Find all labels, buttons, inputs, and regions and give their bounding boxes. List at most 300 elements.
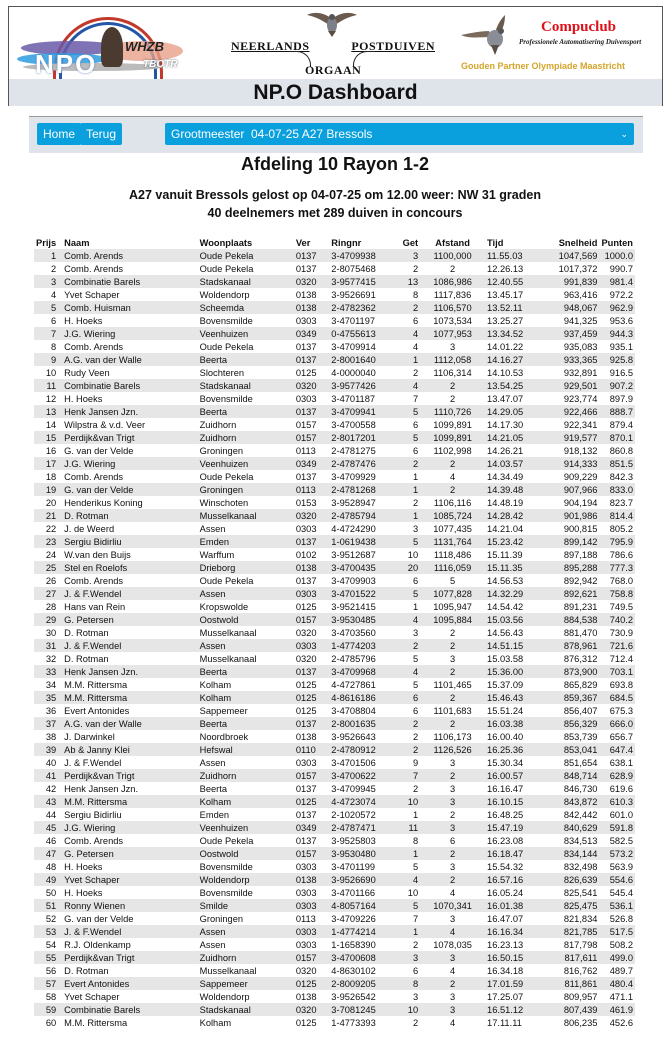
cell-ringnr: 3-4701166 — [331, 887, 376, 898]
cell-naam: Combinatie Barels — [64, 1004, 141, 1015]
cell-tijd: 14.29.05 — [487, 406, 524, 417]
cell-punten: 684.5 — [609, 692, 633, 703]
cell-ver: 0137 — [295, 666, 317, 677]
cell-naam: Comb. Arends — [64, 835, 124, 846]
cell-woonplaats: Oostwold — [199, 848, 239, 859]
cell-tijd: 13.52.11 — [487, 302, 523, 313]
cell-punten: 916.5 — [609, 367, 633, 378]
cell-woonplaats: Musselkanaal — [199, 965, 257, 976]
table-row — [34, 873, 635, 886]
compuclub-partner-text: Gouden Partner Olympiade Maastricht — [461, 61, 626, 71]
home-button[interactable]: Home — [37, 123, 81, 145]
table-header-row — [34, 236, 635, 249]
table-row — [34, 600, 635, 613]
cell-snelheid: 851,654 — [563, 757, 598, 768]
cell-woonplaats: Bovensmilde — [199, 887, 253, 898]
cell-naam: M.M. Rittersma — [64, 1017, 128, 1028]
cell-snelheid: 899,142 — [563, 536, 598, 547]
cell-tijd: 13.54.25 — [487, 380, 524, 391]
cell-punten: 536.1 — [609, 900, 633, 911]
cell-punten: 795.9 — [609, 536, 633, 547]
cell-tijd: 14.34.49 — [487, 471, 524, 482]
cell-ringnr: 3-9530485 — [331, 614, 376, 625]
cell-afstand: 1106,173 — [433, 731, 472, 742]
cell-punten: 582.5 — [609, 835, 633, 846]
cell-afstand: 5 — [450, 575, 456, 586]
cell-snelheid: 825,541 — [563, 887, 598, 898]
cell-ver: 0125 — [295, 978, 317, 989]
cell-woonplaats: Oude Pekela — [199, 263, 254, 274]
cell-ringnr: 4-4724290 — [331, 523, 376, 534]
cell-woonplaats: Sappemeer — [199, 978, 248, 989]
cell-ver: 0137 — [295, 406, 317, 417]
column-header-get: Get — [402, 237, 419, 248]
cell-woonplaats: Stadskanaal — [199, 1004, 251, 1015]
cell-snelheid: 895,288 — [563, 562, 598, 573]
cell-afstand: 1117,836 — [433, 289, 472, 300]
pigeon-icon — [307, 11, 357, 37]
table-row — [34, 704, 635, 717]
cell-tijd: 16.23.08 — [487, 835, 524, 846]
cell-naam: G. van der Velde — [64, 445, 134, 456]
whzb-logo-text: WHZB — [125, 39, 164, 54]
cell-punten: 628.9 — [609, 770, 633, 781]
cell-punten: 935.1 — [609, 341, 633, 352]
cell-snelheid: 811,861 — [564, 978, 598, 989]
cell-ver: 0320 — [295, 653, 317, 664]
cell-ver: 0320 — [295, 510, 317, 521]
cell-tijd: 16.16.47 — [487, 783, 524, 794]
cell-ringnr: 3-4709938 — [331, 250, 376, 261]
cell-get: 1 — [412, 601, 419, 612]
cell-afstand: 1070,341 — [433, 900, 472, 911]
cell-snelheid: 832,498 — [563, 861, 598, 872]
table-row — [34, 847, 635, 860]
cell-ver: 0113 — [295, 445, 316, 456]
cell-prijs: 29 — [45, 614, 57, 625]
cell-punten: 656.7 — [609, 731, 633, 742]
cell-punten: 749.5 — [609, 601, 633, 612]
table-row — [34, 730, 635, 743]
cell-tijd: 16.23.13 — [487, 939, 524, 950]
compuclub-tagline: Professionele Automatisering Duivensport — [519, 38, 642, 46]
cell-snelheid: 821,834 — [563, 913, 598, 924]
table-row — [34, 457, 635, 470]
cell-tijd: 14.51.15 — [487, 640, 524, 651]
cell-naam: J. & F.Wendel — [64, 640, 122, 651]
table-row — [34, 353, 635, 366]
cell-snelheid: 859,367 — [563, 692, 598, 703]
cell-prijs: 45 — [45, 822, 57, 833]
cell-prijs: 44 — [45, 809, 57, 820]
cell-ver: 0137 — [295, 718, 317, 729]
cell-naam: Henk Jansen Jzn. — [64, 783, 139, 794]
cell-woonplaats: Zuidhorn — [199, 770, 237, 781]
cell-punten: 619.6 — [609, 783, 633, 794]
cell-ringnr: 1-4774214 — [331, 926, 376, 937]
cell-get: 10 — [407, 549, 419, 560]
cell-snelheid: 809,957 — [563, 991, 598, 1002]
cell-afstand: 4 — [450, 926, 456, 937]
cell-afstand: 1095,947 — [433, 601, 472, 612]
cell-tijd: 14.32.29 — [487, 588, 524, 599]
cell-woonplaats: Winschoten — [199, 497, 249, 508]
table-row — [34, 301, 635, 314]
cell-woonplaats: Stadskanaal — [199, 380, 251, 391]
cell-woonplaats: Stadskanaal — [199, 276, 251, 287]
table-row — [34, 262, 635, 275]
table-row — [34, 860, 635, 873]
cell-prijs: 60 — [45, 1017, 57, 1028]
cell-snelheid: 892,621 — [563, 588, 598, 599]
cell-tijd: 15.30.34 — [487, 757, 524, 768]
cell-snelheid: 914,333 — [563, 458, 598, 469]
cell-prijs: 2 — [50, 263, 57, 274]
cell-ver: 0137 — [295, 471, 317, 482]
cell-tijd: 16.10.15 — [487, 796, 524, 807]
cell-punten: 758.8 — [609, 588, 633, 599]
cell-afstand: 1106,116 — [433, 497, 472, 508]
cell-woonplaats: Scheemda — [199, 302, 245, 313]
cell-prijs: 12 — [45, 393, 57, 404]
cell-ringnr: 3-9512687 — [331, 549, 376, 560]
cell-woonplaats: Kropswolde — [199, 601, 249, 612]
cell-prijs: 55 — [45, 952, 57, 963]
cell-snelheid: 816,762 — [563, 965, 598, 976]
cell-tijd: 16.01.38 — [487, 900, 524, 911]
cell-ringnr: 3-4703560 — [331, 627, 376, 638]
cell-ver: 0320 — [295, 965, 317, 976]
cell-afstand: 3 — [450, 341, 456, 352]
cell-prijs: 9 — [50, 354, 57, 365]
cell-ringnr: 2-4782362 — [331, 302, 376, 313]
cell-afstand: 1077,953 — [433, 328, 472, 339]
cell-get: 4 — [412, 666, 419, 677]
cell-snelheid: 918,132 — [563, 445, 598, 456]
cell-ringnr: 3-4700622 — [331, 770, 376, 781]
cell-afstand: 1095,884 — [433, 614, 472, 625]
cell-afstand: 2 — [450, 978, 456, 989]
cell-get: 8 — [412, 978, 419, 989]
cell-woonplaats: Groningen — [199, 484, 244, 495]
cell-ringnr: 3-9577426 — [331, 380, 376, 391]
back-button[interactable]: Terug — [80, 123, 122, 145]
cell-ver: 0125 — [295, 796, 317, 807]
cell-get: 2 — [412, 640, 419, 651]
cell-punten: 907.2 — [609, 380, 633, 391]
cell-prijs: 54 — [45, 939, 57, 950]
column-header-woonplaats: Woonplaats — [199, 237, 253, 248]
cell-naam: Perdijk&van Trigt — [64, 952, 135, 963]
cell-tijd: 17.01.59 — [487, 978, 524, 989]
cell-tijd: 16.34.18 — [487, 965, 524, 976]
cell-get: 2 — [412, 458, 419, 469]
cell-naam: Evert Antonides — [64, 705, 130, 716]
cell-prijs: 43 — [45, 796, 57, 807]
cell-ver: 0153 — [295, 497, 317, 508]
cell-naam: Yvet Schaper — [64, 874, 120, 885]
cell-afstand: 2 — [450, 627, 456, 638]
cell-afstand: 1099,891 — [433, 432, 472, 443]
cell-prijs: 36 — [45, 705, 57, 716]
cell-afstand: 2 — [450, 458, 456, 469]
cell-naam: J. de Weerd — [64, 523, 115, 534]
cell-ringnr: 4-8630102 — [331, 965, 376, 976]
cell-prijs: 28 — [45, 601, 57, 612]
table-row — [34, 977, 635, 990]
table-row — [34, 834, 635, 847]
cell-get: 2 — [412, 744, 419, 755]
cell-punten: 814.4 — [609, 510, 633, 521]
cell-naam: Yvet Schaper — [64, 991, 120, 1002]
cell-ringnr: 3-9526691 — [331, 289, 376, 300]
cell-punten: 499.0 — [609, 952, 633, 963]
cell-naam: W.van den Buijs — [64, 549, 131, 560]
cell-tijd: 16.00.40 — [487, 731, 524, 742]
cell-naam: G. van der Velde — [64, 913, 134, 924]
cell-get: 3 — [412, 250, 419, 261]
column-header-tijd: Tijd — [487, 237, 504, 248]
table-row — [34, 561, 635, 574]
cell-afstand: 2 — [450, 484, 456, 495]
cell-ver: 0102 — [295, 549, 317, 560]
logo-word-orgaan: ORGAAN — [305, 63, 362, 77]
cell-snelheid: 922,466 — [563, 406, 598, 417]
cell-punten: 647.4 — [609, 744, 633, 755]
cell-naam: J.G. Wiering — [64, 458, 116, 469]
cell-get: 5 — [412, 588, 419, 599]
cell-get: 6 — [412, 965, 419, 976]
table-row — [34, 327, 635, 340]
cell-snelheid: 919,577 — [563, 432, 598, 443]
table-row — [34, 366, 635, 379]
chevron-down-icon: ⌄ — [620, 129, 628, 139]
cell-ringnr: 3-9528947 — [331, 497, 376, 508]
cell-ringnr: 3-4709226 — [331, 913, 376, 924]
table-row — [34, 964, 635, 977]
cell-prijs: 13 — [45, 406, 57, 417]
cell-get: 2 — [412, 497, 419, 508]
cell-afstand: 4 — [450, 965, 456, 976]
cell-afstand: 3 — [450, 653, 456, 664]
cell-woonplaats: Musselkanaal — [199, 653, 257, 664]
cell-snelheid: 929,501 — [563, 380, 598, 391]
cell-get: 5 — [412, 861, 419, 872]
cell-woonplaats: Smilde — [199, 900, 229, 911]
cell-tijd: 16.03.38 — [487, 718, 524, 729]
cell-get: 5 — [412, 679, 419, 690]
cell-punten: 768.0 — [609, 575, 633, 586]
table-row — [34, 808, 635, 821]
cell-ringnr: 3-7081245 — [331, 1004, 376, 1015]
cell-afstand: 1112,058 — [433, 354, 472, 365]
cell-ringnr: 4-4727861 — [331, 679, 376, 690]
cell-snelheid: 807,439 — [563, 1004, 598, 1015]
cell-naam: J.G. Wiering — [64, 328, 116, 339]
cell-tijd: 16.47.07 — [487, 913, 524, 924]
cell-punten: 823.7 — [609, 497, 633, 508]
cell-ringnr: 3-4701197 — [331, 315, 376, 326]
cell-woonplaats: Beerta — [199, 666, 228, 677]
cell-tijd: 15.36.00 — [487, 666, 524, 677]
cell-punten: 833.0 — [609, 484, 633, 495]
cell-punten: 962.9 — [609, 302, 633, 313]
cell-get: 4 — [412, 874, 419, 885]
cell-ver: 0113 — [295, 913, 316, 924]
cell-naam: Ronny Wienen — [64, 900, 126, 911]
cell-ver: 0137 — [295, 263, 317, 274]
cell-tijd: 14.16.27 — [487, 354, 524, 365]
cell-punten: 591.8 — [609, 822, 633, 833]
cell-afstand: 2 — [450, 809, 456, 820]
cell-naam: Perdijk&van Trigt — [64, 770, 135, 781]
cell-ver: 0303 — [295, 900, 317, 911]
column-header-ringnr: Ringnr — [331, 237, 362, 248]
table-row — [34, 379, 635, 392]
race-select-value: 04-07-25 A27 Bressols — [251, 127, 373, 141]
table-row — [34, 405, 635, 418]
cell-woonplaats: Veenhuizen — [199, 822, 249, 833]
page-title: Afdeling 10 Rayon 1-2 — [240, 154, 430, 174]
cell-naam: G. van der Velde — [64, 484, 134, 495]
table-row — [34, 769, 635, 782]
results-body — [34, 249, 635, 1029]
cell-ringnr: 3-4700435 — [331, 562, 376, 573]
cell-ver: 0157 — [295, 432, 317, 443]
cell-afstand: 2 — [450, 848, 456, 859]
cell-naam: Comb. Huisman — [64, 302, 131, 313]
cell-afstand: 2 — [450, 640, 456, 651]
cell-ver: 0349 — [295, 458, 317, 469]
table-row — [34, 613, 635, 626]
cell-prijs: 50 — [45, 887, 57, 898]
table-row — [34, 275, 635, 288]
cell-ver: 0138 — [295, 731, 317, 742]
cell-prijs: 58 — [45, 991, 57, 1002]
cell-snelheid: 892,942 — [563, 575, 598, 586]
cell-ver: 0349 — [295, 822, 317, 833]
cell-woonplaats: Zuidhorn — [199, 432, 237, 443]
cell-prijs: 57 — [45, 978, 57, 989]
cell-afstand: 2 — [450, 393, 456, 404]
cell-snelheid: 937,459 — [563, 328, 598, 339]
cell-snelheid: 806,235 — [563, 1017, 598, 1028]
cell-punten: 554.6 — [609, 874, 633, 885]
table-row — [34, 444, 635, 457]
cell-snelheid: 834,144 — [563, 848, 598, 859]
cell-naam: Stel en Roelofs — [64, 562, 128, 573]
cell-ringnr: 2-4785796 — [331, 653, 376, 664]
cell-woonplaats: Assen — [199, 640, 226, 651]
cell-prijs: 26 — [45, 575, 57, 586]
cell-naam: J. Darwinkel — [64, 731, 115, 742]
table-row — [34, 678, 635, 691]
cell-ringnr: 1-0619438 — [331, 536, 376, 547]
cell-woonplaats: Oude Pekela — [199, 575, 254, 586]
table-row — [34, 587, 635, 600]
cell-ver: 0320 — [295, 627, 317, 638]
cell-naam: D. Rotman — [64, 965, 109, 976]
cell-woonplaats: Assen — [199, 926, 226, 937]
nav-bar — [29, 116, 643, 153]
table-row — [34, 249, 635, 262]
cell-afstand: 1106,570 — [433, 302, 472, 313]
cell-woonplaats: Bovensmilde — [199, 393, 253, 404]
cell-naam: G. Petersen — [64, 614, 114, 625]
cell-ringnr: 2-8001640 — [331, 354, 376, 365]
table-row — [34, 548, 635, 561]
cell-prijs: 8 — [50, 341, 57, 352]
cell-punten: 721.6 — [609, 640, 633, 651]
cell-ringnr: 3-9526690 — [331, 874, 376, 885]
cell-snelheid: 846,730 — [563, 783, 598, 794]
cell-woonplaats: Emden — [199, 809, 230, 820]
cell-punten: 730.9 — [609, 627, 633, 638]
cell-ver: 0125 — [295, 601, 317, 612]
cell-afstand: 1086,986 — [433, 276, 472, 287]
cell-snelheid: 821,785 — [563, 926, 598, 937]
grootmeester-button[interactable]: Grootmeester — [165, 123, 250, 145]
cell-snelheid: 853,739 — [563, 731, 598, 742]
neerlands-postduiven-orgaan-logo — [227, 9, 437, 79]
cell-woonplaats: Drieborg — [199, 562, 236, 573]
cell-ver: 0138 — [295, 991, 317, 1002]
cell-get: 8 — [412, 835, 419, 846]
cell-punten: 703.1 — [609, 666, 633, 677]
cell-punten: 870.1 — [609, 432, 633, 443]
cell-get: 5 — [412, 536, 419, 547]
cell-naam: Comb. Arends — [64, 471, 124, 482]
npo-logo — [13, 11, 193, 77]
cell-tijd: 16.51.12 — [487, 1004, 524, 1015]
cell-get: 1 — [412, 510, 419, 521]
cell-woonplaats: Assen — [199, 757, 226, 768]
race-select[interactable] — [245, 123, 634, 145]
cell-afstand: 1085,724 — [433, 510, 472, 521]
column-header-ver: Ver — [295, 237, 311, 248]
cell-get: 4 — [412, 328, 419, 339]
cell-naam: H. Hoeks — [64, 393, 103, 404]
cell-ver: 0303 — [295, 926, 317, 937]
cell-naam: D. Rotman — [64, 627, 109, 638]
cell-woonplaats: Assen — [199, 588, 226, 599]
cell-ringnr: 3-4709968 — [331, 666, 376, 677]
cell-punten: 471.1 — [609, 991, 633, 1002]
cell-get: 7 — [412, 913, 419, 924]
cell-ringnr: 4-8616186 — [331, 692, 376, 703]
cell-ver: 0303 — [295, 887, 317, 898]
cell-ringnr: 0-4755613 — [331, 328, 376, 339]
cell-afstand: 4 — [450, 1017, 456, 1028]
cell-tijd: 14.48.19 — [487, 497, 524, 508]
cell-tijd: 11.55.03 — [487, 250, 523, 261]
table-row — [34, 639, 635, 652]
cell-woonplaats: Veenhuizen — [199, 328, 249, 339]
cell-snelheid: 817,611 — [564, 952, 598, 963]
cell-woonplaats: Oude Pekela — [199, 341, 254, 352]
cell-ver: 0138 — [295, 302, 317, 313]
cell-woonplaats: Sappemeer — [199, 705, 248, 716]
cell-naam: H. Hoeks — [64, 887, 103, 898]
cell-prijs: 16 — [45, 445, 57, 456]
cell-ringnr: 3-4701506 — [331, 757, 376, 768]
cell-get: 2 — [412, 731, 419, 742]
table-row — [34, 314, 635, 327]
cell-get: 5 — [412, 406, 419, 417]
cell-punten: 1000.0 — [604, 250, 633, 261]
table-row — [34, 509, 635, 522]
cell-afstand: 1126,526 — [433, 744, 472, 755]
